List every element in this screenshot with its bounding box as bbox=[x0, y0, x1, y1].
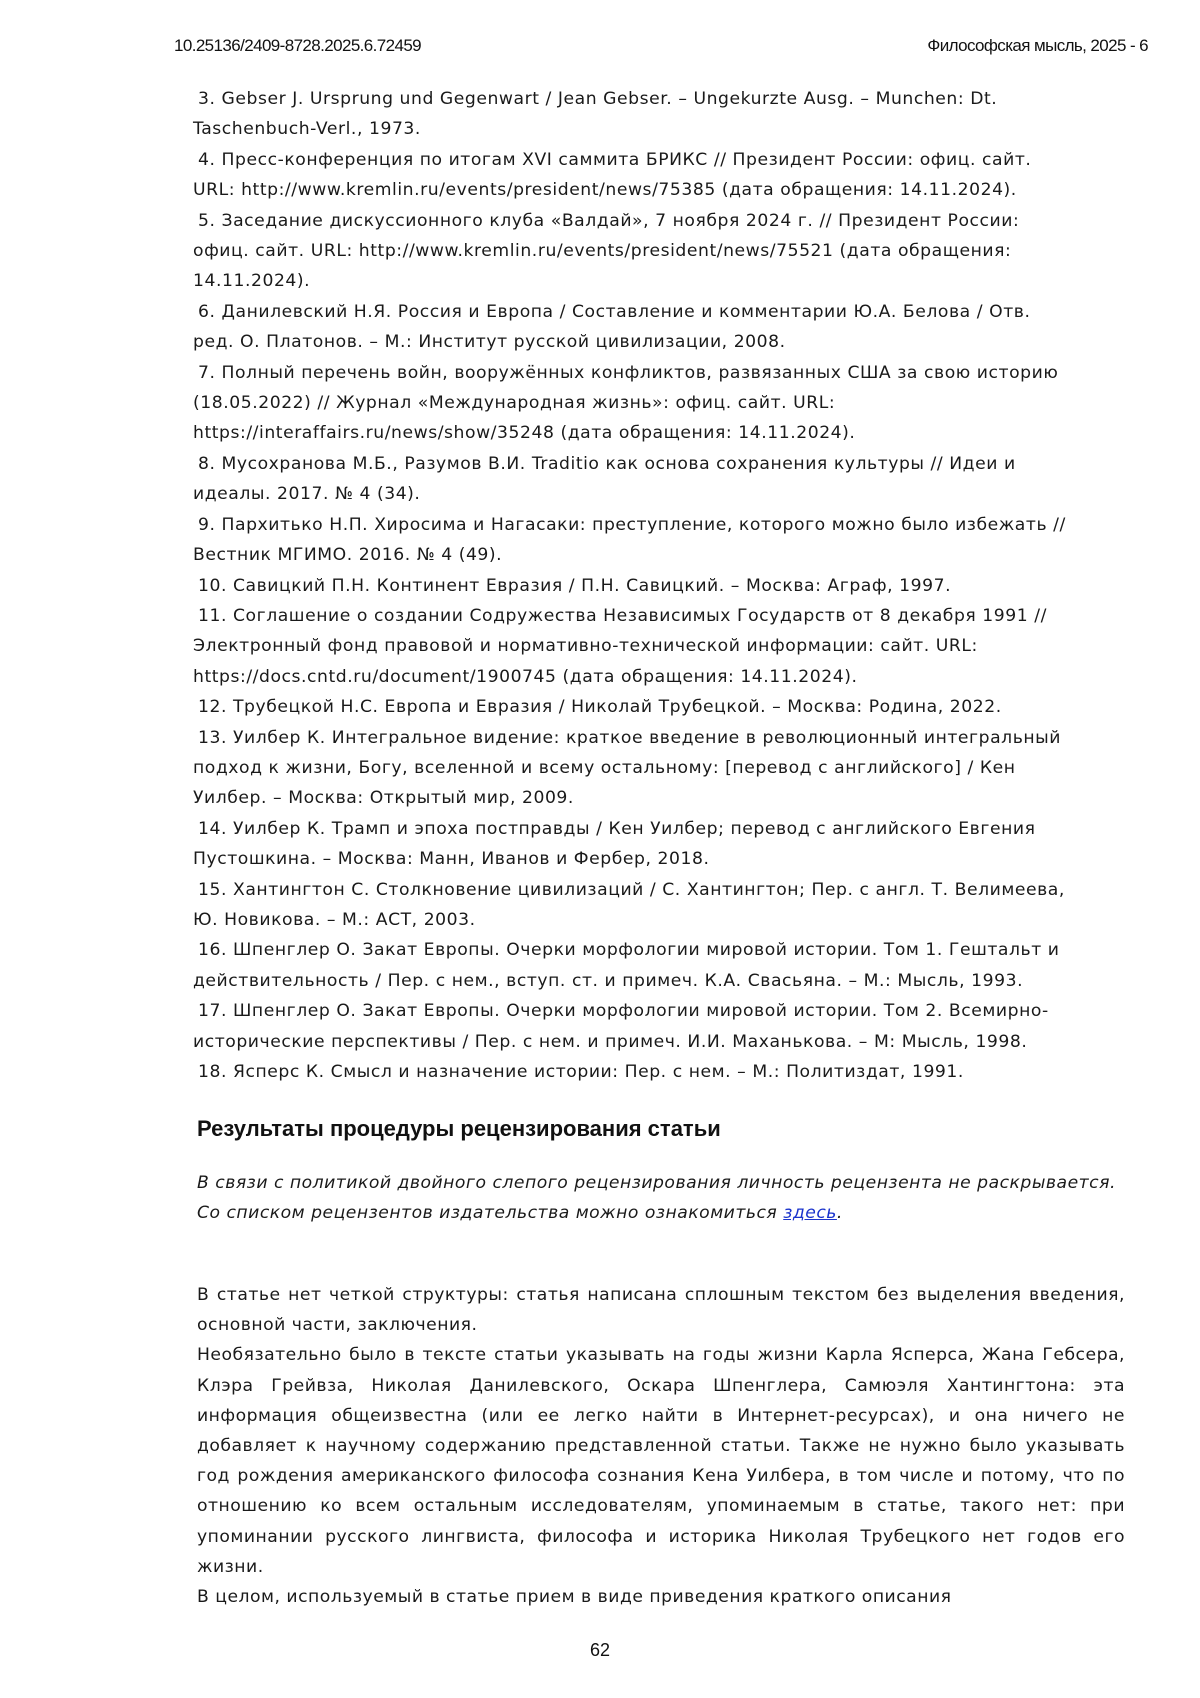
reference-item-7: 7. Полный перечень войн, вооружённых конфликтов, развязанных США за свою историю (18.05.2022) // Журнал «Международная жизнь»: офиц. сайт. URL: https://interaffairs.ru/news/show/35248 (дата обращения: 14.11.2024). bbox=[193, 358, 1131, 449]
reference-item-13: 13. Уилбер К. Интегральное видение: краткое введение в революционный интегральный подход к жизни, Богу, вселенной и всему остальному: [перевод с английского] / Кен Уилбер. – Москва: Открытый мир, 2009. bbox=[193, 723, 1131, 814]
reference-item-12: 12. Трубецкой Н.С. Европа и Евразия / Николай Трубецкой. – Москва: Родина, 2022. bbox=[193, 692, 1131, 722]
review-policy-text: В связи с политикой двойного слепого рецензирования личность рецензента не раскрывается. bbox=[197, 1168, 1125, 1198]
reference-item-10: 10. Савицкий П.Н. Континент Евразия / П.Н. Савицкий. – Москва: Аграф, 1997. bbox=[193, 571, 1131, 601]
review-section-title: Результаты процедуры рецензирования статьи bbox=[197, 1116, 721, 1142]
page-header bbox=[174, 36, 1148, 60]
page-number: 62 bbox=[0, 1640, 1200, 1661]
reference-item-16: 16. Шпенглер О. Закат Европы. Очерки морфологии мировой истории. Том 1. Гештальт и действительность / Пер. с нем., вступ. ст. и примеч. К.А. Свасьяна. – М.: Мысль, 1993. bbox=[193, 935, 1131, 996]
reviewers-link[interactable]: здесь bbox=[783, 1203, 837, 1223]
journal-title: Философская мысль, 2025 - 6 bbox=[927, 36, 1148, 56]
reference-item-6: 6. Данилевский Н.Я. Россия и Европа / Составление и комментарии Ю.А. Белова / Отв. ред. О. Платонов. – М.: Институт русской цивилизации, 2008. bbox=[193, 297, 1131, 358]
reference-item-15: 15. Хантингтон С. Столкновение цивилизаций / С. Хантингтон; Пер. с англ. Т. Велимеева, Ю. Новикова. – М.: АСТ, 2003. bbox=[193, 875, 1131, 936]
review-paragraph: Необязательно было в тексте статьи указывать на годы жизни Карла Ясперса, Жана Гебсера, Клэра Грейвза, Николая Данилевского, Оскара Шпенглера, Самюэля Хантингтона: эта информация общеизвестна (или ее легко найти в Интернет-ресурсах), и она ничего не добавляет к научному содержанию представленной статьи. Также не нужно было указывать год рождения американского философа сознания Кена Уилбера, в том числе и потому, что по отношению ко всем остальным исследователям, упоминаемым в статье, такого нет: при упоминании русского лингвиста, философа и историка Николая Трубецкого нет годов его жизни. bbox=[197, 1340, 1125, 1582]
reference-item-18: 18. Ясперс К. Смысл и назначение истории: Пер. с нем. – М.: Политиздат, 1991. bbox=[193, 1057, 1131, 1087]
reviewers-end: . bbox=[837, 1203, 843, 1223]
reference-item-5: 5. Заседание дискуссионного клуба «Валдай», 7 ноября 2024 г. // Президент России: офиц. сайт. URL: http://www.kremlin.ru/events/president/news/75521 (дата обращения: 14.11.2024). bbox=[193, 206, 1131, 297]
reference-item-3: 3. Gebser J. Ursprung und Gegenwart / Jean Gebser. – Ungekurzte Ausg. – Munchen: Dt. Taschenbuch-Verl., 1973. bbox=[193, 84, 1131, 145]
review-paragraph: В статье нет четкой структуры: статья написана сплошным текстом без выделения введения, основной части, заключения. bbox=[197, 1280, 1125, 1340]
reference-item-9: 9. Пархитько Н.П. Хиросима и Нагасаки: преступление, которого можно было избежать // Вестник МГИМО. 2016. № 4 (49). bbox=[193, 510, 1131, 571]
review-paragraph: В целом, используемый в статье прием в виде приведения краткого описания bbox=[197, 1582, 1125, 1612]
reference-item-8: 8. Мусохранова М.Б., Разумов В.И. Traditio как основа сохранения культуры // Идеи и идеалы. 2017. № 4 (34). bbox=[193, 449, 1131, 510]
reference-item-11: 11. Соглашение о создании Содружества Независимых Государств от 8 декабря 1991 // Электронный фонд правовой и нормативно-технической информации: сайт. URL: https://docs.cntd.ru/document/1900745 (дата обращения: 14.11.2024). bbox=[193, 601, 1131, 692]
reference-item-14: 14. Уилбер К. Трамп и эпоха постправды / Кен Уилбер; перевод с английского Евгения Пустошкина. – Москва: Манн, Иванов и Фербер, 2018. bbox=[193, 814, 1131, 875]
reviewers-text: Со списком рецензентов издательства можно ознакомиться bbox=[197, 1203, 783, 1223]
reference-item-4: 4. Пресс-конференция по итогам XVI саммита БРИКС // Президент России: офиц. сайт. URL: http://www.kremlin.ru/events/president/news/75385 (дата обращения: 14.11.2024). bbox=[193, 145, 1131, 206]
reviewers-list-line bbox=[197, 1198, 1125, 1228]
reference-item-17: 17. Шпенглер О. Закат Европы. Очерки морфологии мировой истории. Том 2. Всемирно- исторические перспективы / Пер. с нем. и примеч. И.И. Маханькова. – М: Мысль, 1998. bbox=[193, 996, 1131, 1057]
review-policy-block bbox=[197, 1168, 1125, 1228]
reference-list bbox=[193, 84, 1131, 1087]
review-body bbox=[197, 1280, 1125, 1612]
doi-text: 10.25136/2409-8728.2025.6.72459 bbox=[174, 36, 421, 56]
